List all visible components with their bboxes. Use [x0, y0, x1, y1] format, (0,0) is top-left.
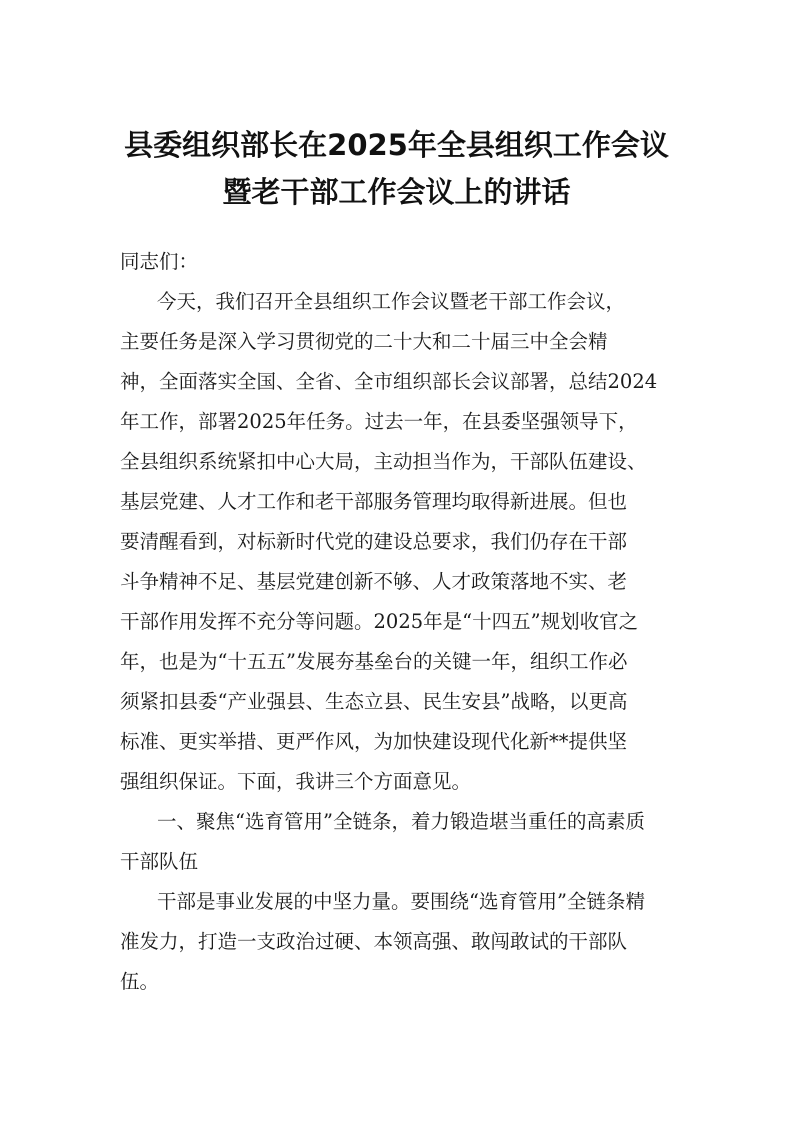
paragraph-1-line: 主要任务是深入学习贯彻党的二十大和二十届三中全会精: [120, 330, 608, 353]
paragraph-1-line: 全县组织系统紧扣中心大局，主动担当作为，干部队伍建设、: [120, 450, 647, 473]
document-body: [120, 242, 675, 1002]
paragraph-1-line: 今天，我们召开全县组织工作会议暨老干部工作会议，: [157, 290, 626, 313]
paragraph-1-line: 基层党建、人才工作和老干部服务管理均取得新进展。但也: [120, 490, 628, 513]
salutation: 同志们：: [120, 250, 199, 273]
paragraph-1-line: 年工作，部署2025年任务。过去一年，在县委坚强领导下，: [120, 410, 638, 433]
paragraph-1-line: 年，也是为“十五五”发展夯基垒台的关键一年，组织工作必: [120, 650, 628, 673]
paragraph-1-line: 强组织保证。下面，我讲三个方面意见。: [120, 770, 472, 793]
paragraph-1-line: 干部作用发挥不充分等问题。2025年是“十四五”规划收官之: [120, 610, 639, 633]
document-title-line-1: 县委组织部长在2025年全县组织工作会议: [124, 128, 669, 162]
section-heading-line: 一、聚焦“选育管用”全链条，着力锻造堪当重任的高素质: [157, 810, 645, 833]
paragraph-2-line: 准发力，打造一支政治过硬、本领高强、敢闯敢试的干部队: [120, 930, 628, 953]
section-heading-line: 干部队伍: [120, 850, 199, 873]
document-title-line-2: 暨老干部工作会议上的讲话: [222, 175, 571, 209]
paragraph-1-line: 标准、更实举措、更严作风，为加快建设现代化新**提供坚: [120, 730, 628, 753]
paragraph-1-line: 要清醒看到，对标新时代党的建设总要求，我们仍存在干部: [120, 530, 628, 553]
paragraph-1-line: 须紧扣县委“产业强县、生态立县、民生安县”战略，以更高: [120, 690, 628, 713]
paragraph-2-line: 伍。: [120, 970, 160, 993]
paragraph-1-line: 神，全面落实全国、全省、全市组织部长会议部署，总结2024: [120, 370, 658, 393]
paragraph-1-line: 斗争精神不足、基层党建创新不够、人才政策落地不实、老: [120, 570, 628, 593]
paragraph-2-line: 干部是事业发展的中坚力量。要围绕“选育管用”全链条精: [157, 890, 645, 913]
